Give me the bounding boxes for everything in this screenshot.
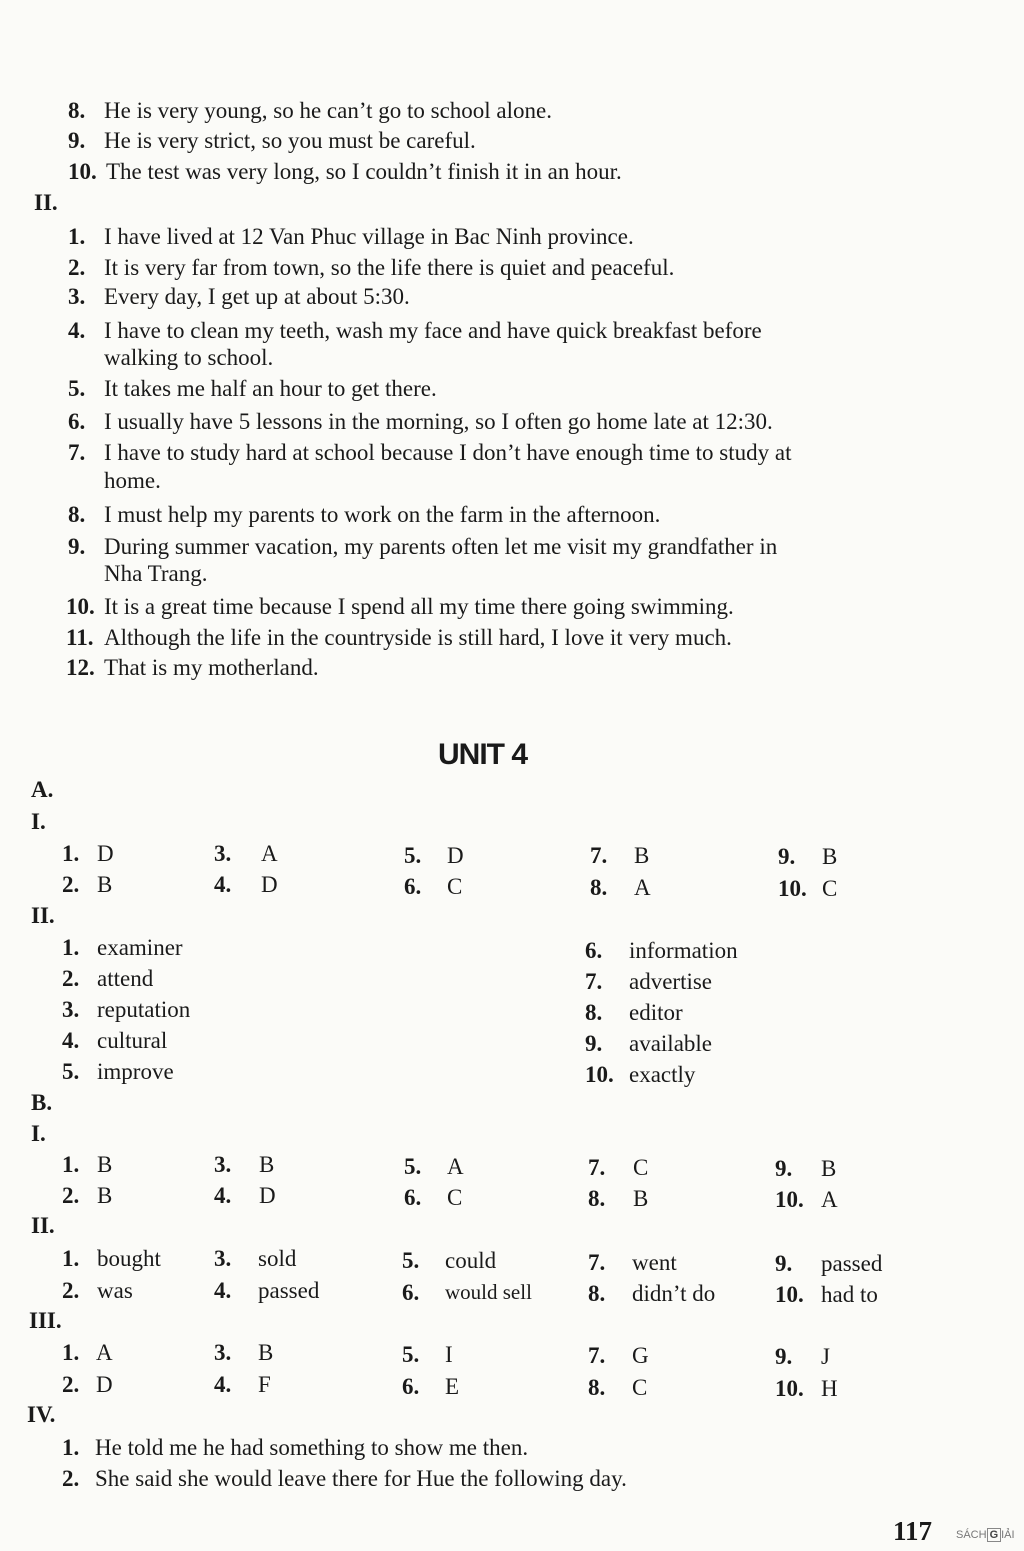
answer-value: was bbox=[97, 1278, 133, 1303]
answer-sentence: He told me he had something to show me then. bbox=[95, 1435, 529, 1460]
answer-number: 2. bbox=[62, 1183, 80, 1208]
answer-sentence: Although the life in the countryside is still hard, I love it very much. bbox=[104, 625, 732, 650]
answer-value: had to bbox=[821, 1282, 878, 1307]
subsection-header: I. bbox=[31, 1121, 46, 1146]
answer-sentence: She said she would leave there for Hue the following day. bbox=[95, 1466, 627, 1491]
answer-number: 10. bbox=[585, 1062, 614, 1087]
answer-value: C bbox=[633, 1155, 649, 1180]
answer-sentence: The test was very long, so I couldn’t finish it in an hour. bbox=[106, 159, 622, 184]
answer-number: 4. bbox=[62, 1028, 80, 1053]
answer-value: A bbox=[447, 1154, 464, 1179]
subsection-header: I. bbox=[31, 809, 46, 834]
answer-sentence: It is a great time because I spend all my time there going swimming. bbox=[104, 594, 734, 619]
answer-sentence: During summer vacation, my parents often let me visit my grandfather in bbox=[104, 534, 778, 559]
answer-value: C bbox=[632, 1375, 648, 1400]
answer-number: 1. bbox=[62, 1246, 80, 1271]
answer-value: B bbox=[633, 1186, 649, 1211]
answer-value: examiner bbox=[97, 935, 183, 960]
page-number: 117 bbox=[893, 1516, 933, 1546]
item-number: 3. bbox=[68, 284, 86, 309]
answer-value: D bbox=[96, 1372, 113, 1397]
answer-number: 10. bbox=[775, 1187, 804, 1212]
watermark-box: G bbox=[987, 1528, 1002, 1542]
answer-value: D bbox=[97, 841, 114, 866]
answer-number: 7. bbox=[590, 843, 608, 868]
answer-number: 5. bbox=[404, 843, 422, 868]
answer-value: would sell bbox=[445, 1280, 532, 1304]
answer-number: 8. bbox=[585, 1000, 603, 1025]
answer-value: B bbox=[258, 1340, 274, 1365]
answer-number: 7. bbox=[585, 969, 603, 994]
answer-number: 4. bbox=[214, 1183, 232, 1208]
answer-sentence: I usually have 5 lessons in the morning, so I often go home late at 12:30. bbox=[104, 409, 773, 434]
answer-value: B bbox=[97, 872, 113, 897]
answer-number: 6. bbox=[585, 938, 603, 963]
answer-value: B bbox=[97, 1183, 113, 1208]
answer-number: 9. bbox=[585, 1031, 603, 1056]
answer-value: B bbox=[822, 844, 838, 869]
watermark-text: IẢI bbox=[1001, 1529, 1015, 1541]
answer-value: G bbox=[632, 1343, 649, 1368]
answer-value: available bbox=[629, 1031, 713, 1056]
subsection-header: II. bbox=[31, 1213, 55, 1238]
answer-value: exactly bbox=[629, 1062, 696, 1087]
answer-sentence: It is very far from town, so the life there is quiet and peaceful. bbox=[104, 255, 675, 280]
section-header: B. bbox=[31, 1090, 53, 1115]
answer-sentence: I have to study hard at school because I don’t have enough time to study at bbox=[104, 440, 792, 465]
answer-value: I bbox=[445, 1342, 453, 1367]
unit-title: UNIT 4 bbox=[438, 738, 528, 771]
answer-value: C bbox=[447, 1185, 463, 1210]
item-number: 8. bbox=[68, 502, 86, 527]
answer-number: 8. bbox=[588, 1281, 606, 1306]
answer-value: advertise bbox=[629, 969, 713, 994]
answer-number: 5. bbox=[404, 1154, 422, 1179]
item-number: 7. bbox=[68, 440, 86, 465]
answer-value: went bbox=[632, 1250, 677, 1275]
answer-value: C bbox=[447, 874, 463, 899]
answer-sentence: I have to clean my teeth, wash my face and have quick breakfast before bbox=[104, 318, 762, 343]
answer-sentence: I have lived at 12 Van Phuc village in Bac Ninh province. bbox=[104, 224, 634, 249]
answer-number: 2. bbox=[62, 966, 80, 991]
answer-sentence: Every day, I get up at about 5:30. bbox=[104, 284, 410, 309]
item-number: 12. bbox=[66, 655, 95, 680]
answer-number: 5. bbox=[402, 1342, 420, 1367]
answer-number: 1. bbox=[62, 1340, 80, 1365]
answer-value: H bbox=[821, 1376, 838, 1401]
answer-value: A bbox=[634, 875, 651, 900]
answer-sentence-cont: Nha Trang. bbox=[104, 561, 208, 586]
answer-number: 3. bbox=[214, 1246, 232, 1271]
item-number: 11. bbox=[66, 625, 94, 650]
item-number: 5. bbox=[68, 376, 86, 401]
answer-sentence-cont: home. bbox=[104, 468, 161, 493]
answer-number: 5. bbox=[402, 1248, 420, 1273]
answer-value: D bbox=[261, 872, 278, 897]
answer-number: 6. bbox=[404, 874, 422, 899]
answer-number: 9. bbox=[775, 1251, 793, 1276]
answer-sentence: It takes me half an hour to get there. bbox=[104, 376, 437, 401]
answer-number: 5. bbox=[62, 1059, 80, 1084]
answer-number: 8. bbox=[588, 1375, 606, 1400]
subsection-header: III. bbox=[29, 1308, 62, 1333]
answer-number: 9. bbox=[775, 1156, 793, 1181]
item-number: 10. bbox=[66, 594, 95, 619]
answer-sentence: I must help my parents to work on the farm in the afternoon. bbox=[104, 502, 661, 527]
section-header: A. bbox=[31, 777, 54, 802]
answer-number: 9. bbox=[775, 1344, 793, 1369]
answer-value: improve bbox=[97, 1059, 174, 1084]
answer-value: didn’t do bbox=[632, 1281, 716, 1306]
item-number: 2. bbox=[62, 1466, 80, 1491]
answer-value: J bbox=[821, 1344, 830, 1369]
answer-number: 2. bbox=[62, 1278, 80, 1303]
answer-value: could bbox=[445, 1248, 497, 1273]
answer-number: 8. bbox=[590, 875, 608, 900]
answer-number: 3. bbox=[214, 841, 232, 866]
item-number: 1. bbox=[68, 224, 86, 249]
answer-value: E bbox=[445, 1374, 460, 1399]
answer-number: 1. bbox=[62, 1152, 80, 1177]
answer-sentence: He is very strict, so you must be careful. bbox=[104, 128, 476, 153]
answer-number: 4. bbox=[214, 1278, 232, 1303]
item-number: 8. bbox=[68, 98, 86, 123]
answer-value: bought bbox=[97, 1246, 161, 1271]
answer-number: 8. bbox=[588, 1186, 606, 1211]
answer-sentence: That is my motherland. bbox=[104, 655, 319, 680]
item-number: 6. bbox=[68, 409, 86, 434]
answer-value: sold bbox=[258, 1246, 297, 1271]
answer-number: 3. bbox=[214, 1340, 232, 1365]
answer-number: 7. bbox=[588, 1250, 606, 1275]
answer-value: B bbox=[821, 1156, 837, 1181]
answer-number: 7. bbox=[588, 1343, 606, 1368]
answer-value: passed bbox=[258, 1278, 320, 1303]
subsection-header: IV. bbox=[27, 1402, 56, 1427]
answer-number: 3. bbox=[214, 1152, 232, 1177]
item-number: 4. bbox=[68, 318, 86, 343]
answer-number: 1. bbox=[62, 841, 80, 866]
subsection-header: II. bbox=[31, 903, 55, 928]
answer-number: 10. bbox=[778, 876, 807, 901]
answer-value: D bbox=[447, 843, 464, 868]
item-number: 10. bbox=[68, 159, 97, 184]
answer-number: 3. bbox=[62, 997, 80, 1022]
answer-value: attend bbox=[97, 966, 154, 991]
answer-value: D bbox=[259, 1183, 276, 1208]
answer-number: 2. bbox=[62, 872, 80, 897]
item-number: 1. bbox=[62, 1435, 80, 1460]
answer-value: A bbox=[821, 1187, 838, 1212]
answer-sentence-cont: walking to school. bbox=[104, 345, 274, 370]
answer-number: 6. bbox=[402, 1374, 420, 1399]
answer-value: information bbox=[629, 938, 738, 963]
answer-number: 4. bbox=[214, 1372, 232, 1397]
item-number: 2. bbox=[68, 255, 86, 280]
watermark-text: SÁCH bbox=[956, 1529, 987, 1541]
item-number: 9. bbox=[68, 128, 86, 153]
answer-value: cultural bbox=[97, 1028, 168, 1053]
answer-value: A bbox=[96, 1340, 113, 1365]
answer-value: B bbox=[634, 843, 650, 868]
answer-value: B bbox=[97, 1152, 113, 1177]
answer-number: 9. bbox=[778, 844, 796, 869]
answer-number: 4. bbox=[214, 872, 232, 897]
section-header: II. bbox=[34, 190, 58, 215]
answer-value: passed bbox=[821, 1251, 883, 1276]
item-number: 9. bbox=[68, 534, 86, 559]
answer-value: A bbox=[261, 841, 278, 866]
answer-value: editor bbox=[629, 1000, 683, 1025]
answer-number: 10. bbox=[775, 1282, 804, 1307]
answer-value: C bbox=[822, 876, 838, 901]
answer-value: F bbox=[258, 1372, 271, 1397]
answer-number: 1. bbox=[62, 935, 80, 960]
answer-number: 6. bbox=[402, 1280, 420, 1305]
answer-number: 2. bbox=[62, 1372, 80, 1397]
answer-value: reputation bbox=[97, 997, 191, 1022]
watermark-logo bbox=[956, 1528, 1015, 1542]
answer-value: B bbox=[259, 1152, 275, 1177]
answer-number: 7. bbox=[588, 1155, 606, 1180]
answer-sentence: He is very young, so he can’t go to school alone. bbox=[104, 98, 552, 123]
answer-number: 10. bbox=[775, 1376, 804, 1401]
answer-number: 6. bbox=[404, 1185, 422, 1210]
